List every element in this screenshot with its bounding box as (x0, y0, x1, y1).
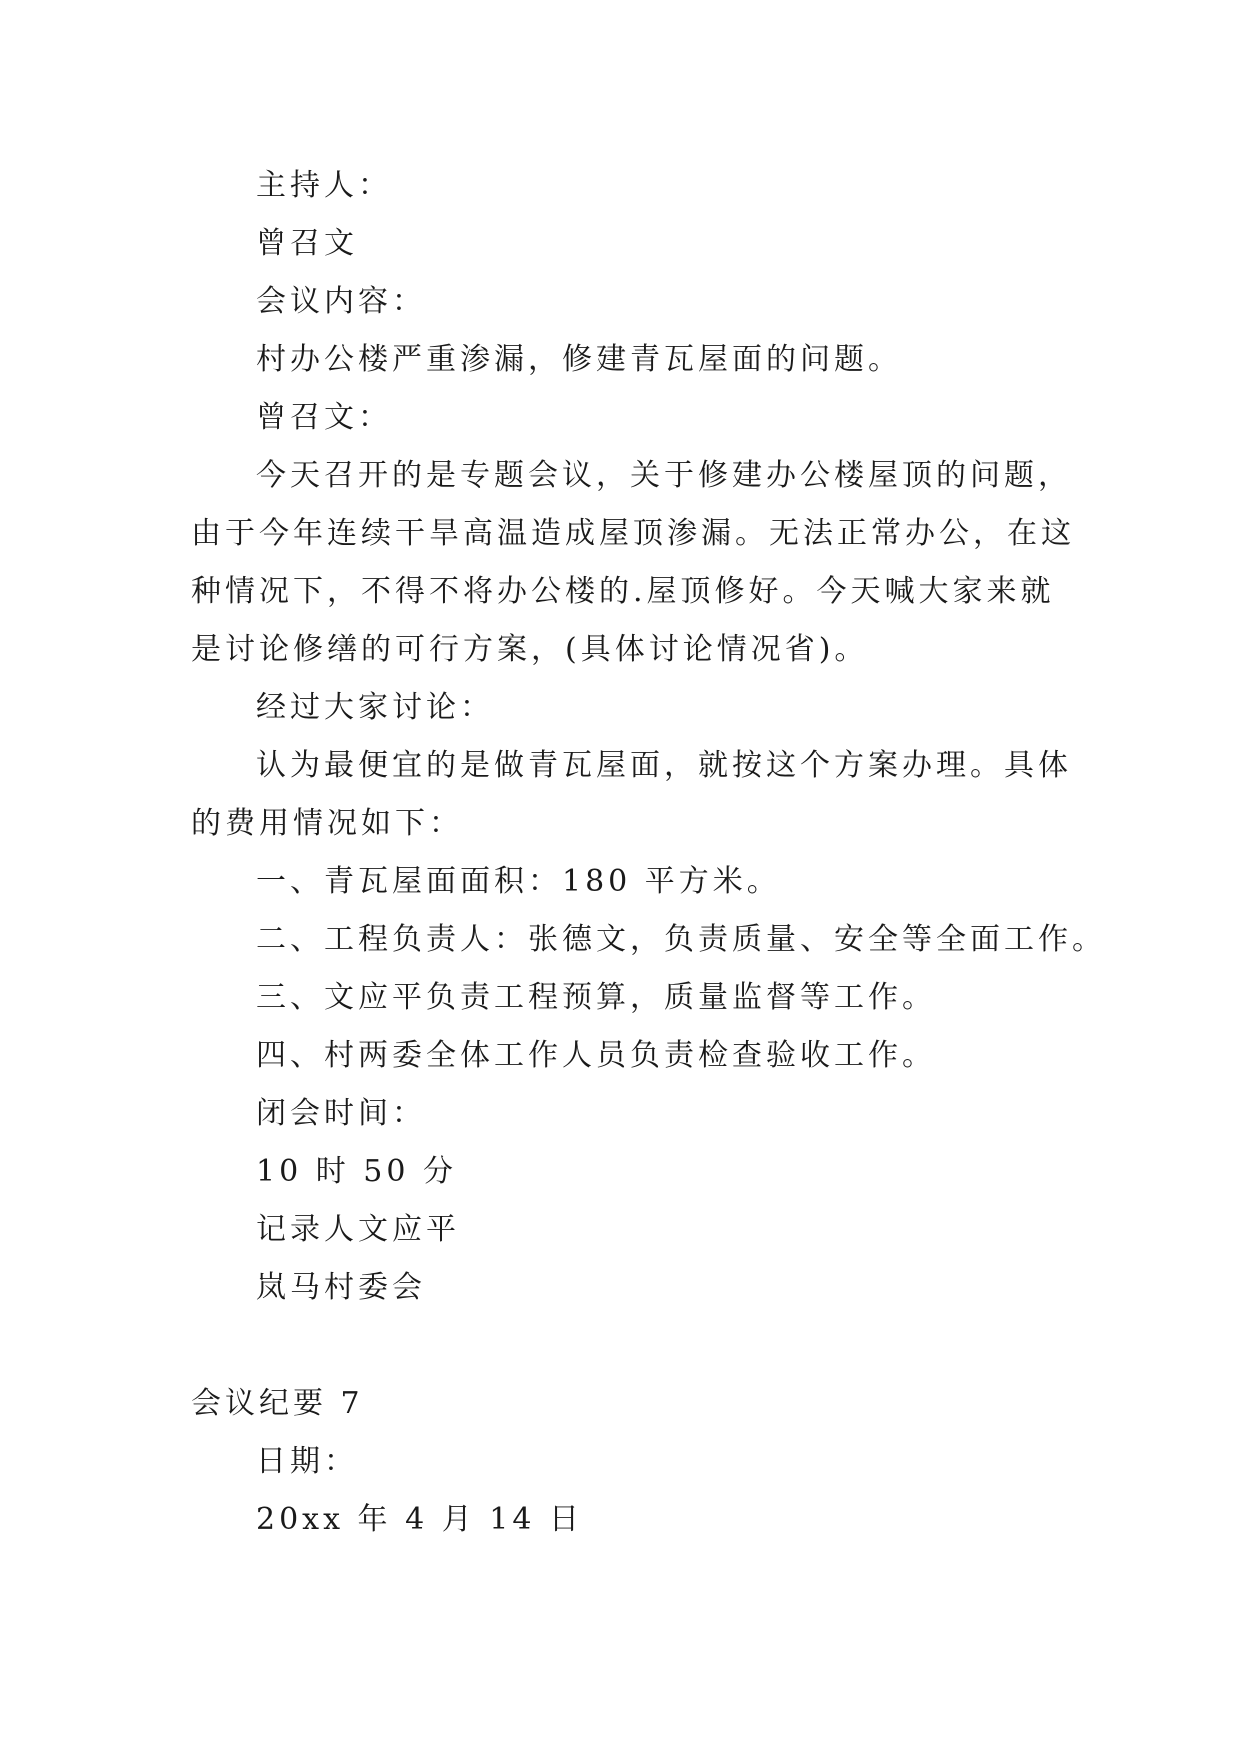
paragraph-line: 是讨论修缮的可行方案，(具体讨论情况省)。 (191, 632, 869, 667)
recorder: 记录人文应平 (256, 1212, 460, 1247)
paragraph-line: 今天召开的是专题会议，关于修建办公楼屋顶的问题， (256, 458, 1072, 493)
date-value: 20xx 年 4 月 14 日 (256, 1502, 583, 1537)
list-item: 四、村两委全体工作人员负责检查验收工作。 (256, 1038, 936, 1073)
content-label: 会议内容： (256, 284, 426, 319)
paragraph-line: 种情况下，不得不将办公楼的.屋顶修好。今天喊大家来就 (191, 574, 1055, 609)
section-heading: 会议纪要 7 (191, 1386, 364, 1421)
closing-time-value: 10 时 50 分 (256, 1154, 457, 1189)
paragraph-line: 认为最便宜的是做青瓦屋面，就按这个方案办理。具体 (256, 748, 1072, 783)
organization: 岚马村委会 (256, 1270, 426, 1305)
host-name: 曾召文 (256, 226, 358, 261)
discussion-label: 经过大家讨论： (256, 690, 494, 725)
list-item: 一、青瓦屋面面积：180 平方米。 (256, 864, 781, 899)
paragraph-line: 由于今年连续干旱高温造成屋顶渗漏。无法正常办公，在这 (191, 516, 1075, 551)
paragraph-line: 的费用情况如下： (191, 806, 463, 841)
closing-time-label: 闭会时间： (256, 1096, 426, 1131)
date-label: 日期： (256, 1444, 358, 1479)
speaker-label: 曾召文： (256, 400, 392, 435)
host-label: 主持人： (256, 168, 392, 203)
list-item: 三、文应平负责工程预算，质量监督等工作。 (256, 980, 936, 1015)
content-text: 村办公楼严重渗漏，修建青瓦屋面的问题。 (256, 342, 902, 377)
list-item: 二、工程负责人：张德文，负责质量、安全等全面工作。 (256, 922, 1106, 957)
